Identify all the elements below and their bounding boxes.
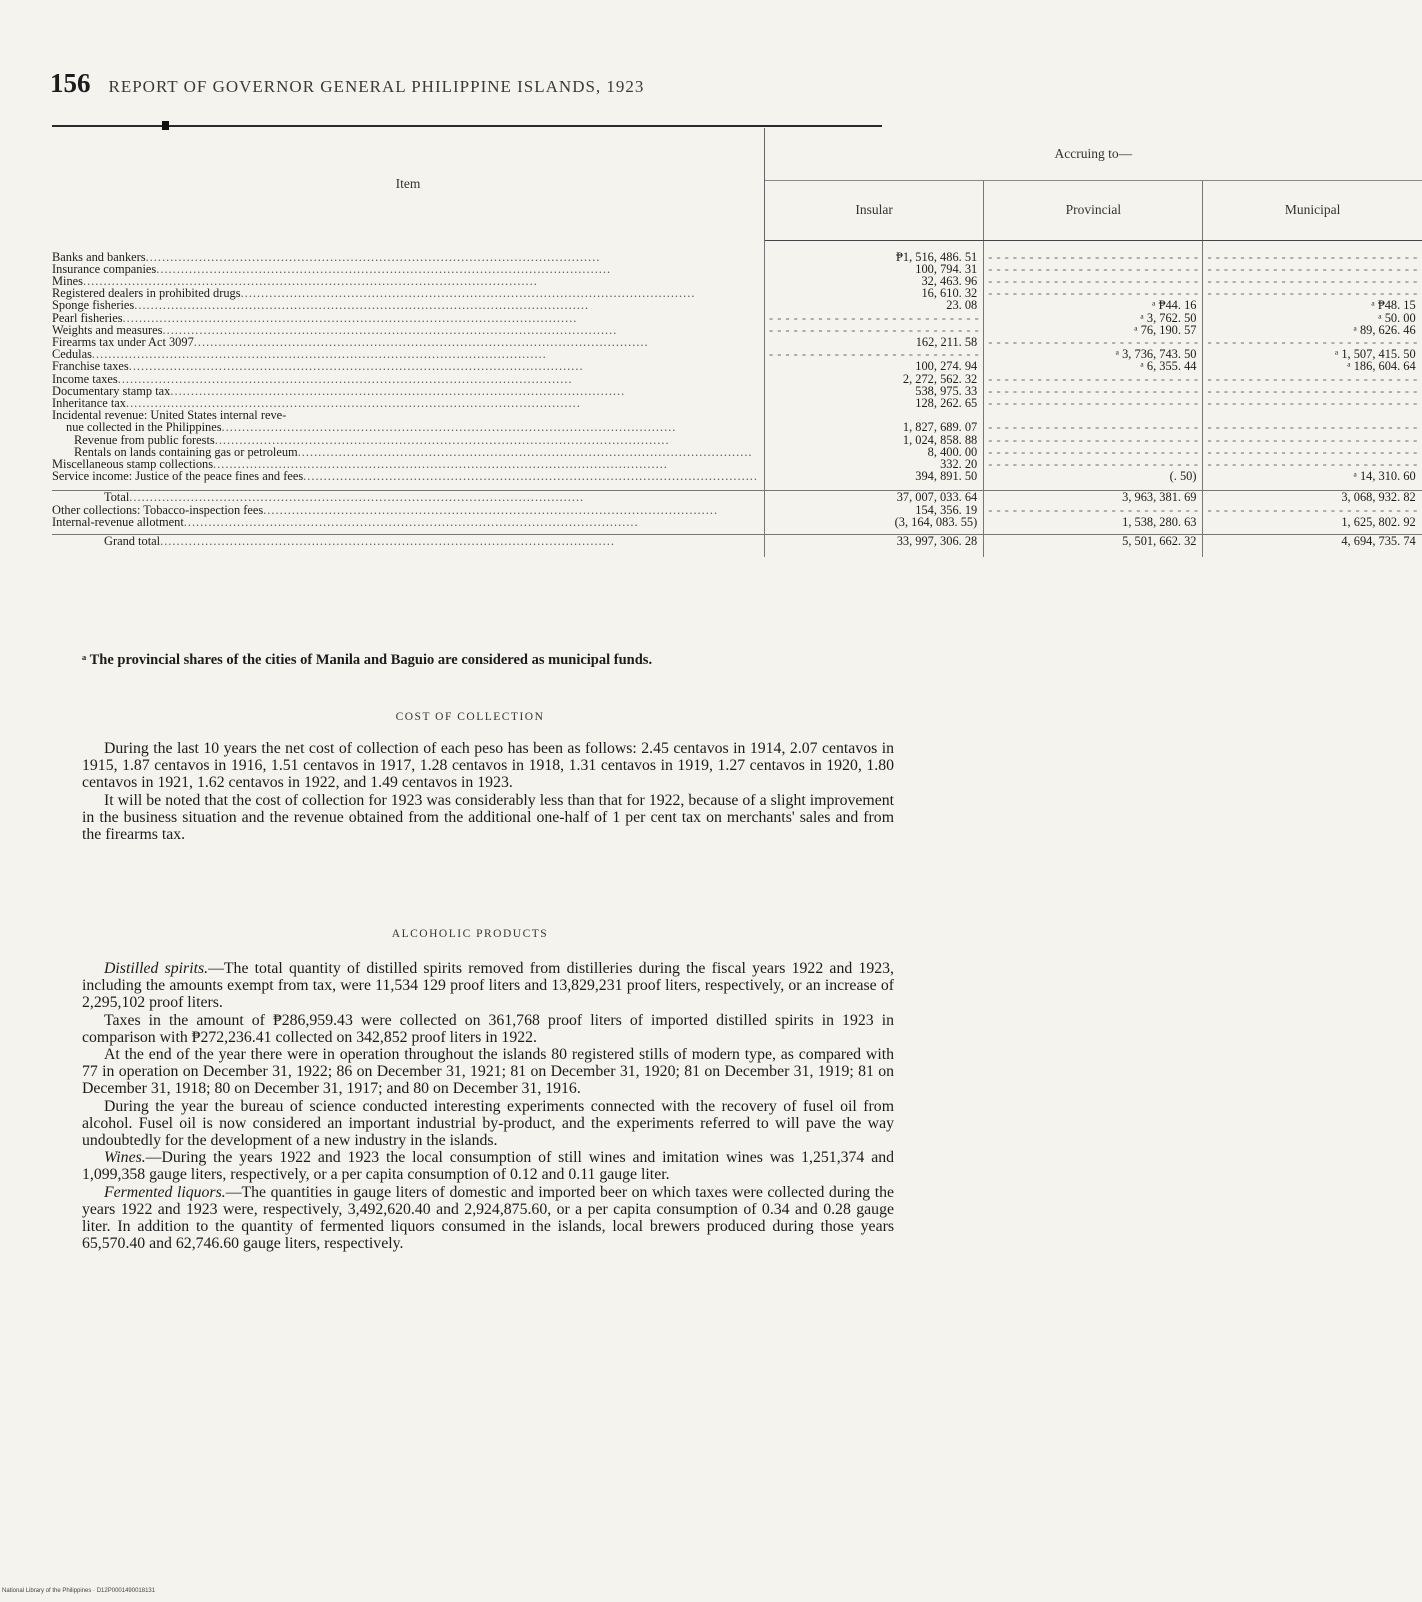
- item-label: Revenue from public forests: [74, 432, 215, 447]
- municipal-value: [1203, 397, 1422, 409]
- provincial-value: ᵃ 3, 762. 50: [984, 312, 1203, 324]
- column-header-municipal: Municipal: [1203, 181, 1422, 241]
- insular-value: 32, 463. 96: [765, 275, 984, 287]
- section-title-alcohol: ALCOHOLIC PRODUCTS: [391, 928, 549, 940]
- item-label: Service income: Justice of the peace fines and fees: [52, 469, 304, 484]
- insular-value: 100, 274. 94: [765, 360, 984, 372]
- provincial-value: [984, 504, 1203, 516]
- insular-value: 154, 356. 19: [765, 504, 984, 516]
- insular-value: 1, 827, 689. 07: [765, 421, 984, 433]
- provincial-value: ᵃ ₱44. 16: [984, 299, 1203, 311]
- item-label: Banks and bankers: [52, 249, 146, 264]
- table-totals: [52, 491, 1422, 535]
- section-title-cost: COST OF COLLECTION: [395, 711, 545, 723]
- provincial-value: [984, 397, 1203, 409]
- item-label: Cedulas: [52, 347, 92, 362]
- municipal-value: ᵃ 14, 310. 60: [1353, 469, 1416, 484]
- provincial-value: 1, 538, 280. 63: [984, 516, 1203, 528]
- revenue-table: [52, 128, 1422, 557]
- table-row: [52, 360, 1422, 372]
- item-label: Sponge fisheries: [52, 298, 135, 313]
- paragraph-text: —During the years 1922 and 1923 the local consumption of still wines and imitation wines was 1,251,374 and 1,099,358 gauge liters, respectively, or a per capita consumption of 0.12 and 0.11 gauge liter.: [82, 1149, 894, 1184]
- municipal-value: 1, 625, 802. 92: [1341, 514, 1416, 529]
- dot-leader: [129, 360, 758, 372]
- column-header-item: Item: [52, 128, 765, 241]
- municipal-value: [1203, 373, 1422, 385]
- item-cell: [52, 312, 765, 324]
- paragraph-lead: Fermented liquors.: [104, 1183, 226, 1201]
- item-label: Franchise taxes: [52, 359, 129, 374]
- dot-leader: [215, 434, 758, 446]
- municipal-value: ᵃ 1, 507, 415. 50: [1334, 347, 1416, 362]
- item-cell: [52, 470, 765, 482]
- paragraph: During the year the bureau of science conducted interesting experiments connected with the recovery of fusel oil from alcohol. Fusel oil is now considered an important industrial by-product, and the experiments referred to will pave the way undoubtedly for the development of a new industry in the islands.: [82, 1097, 894, 1150]
- table-row: [52, 470, 1422, 482]
- municipal-value: ᵃ ₱48. 15: [1371, 298, 1416, 313]
- paragraph: [82, 1184, 894, 1253]
- insular-value: (3, 164, 083. 55): [765, 516, 984, 528]
- provincial-value: [984, 421, 1203, 433]
- provincial-value: ᵃ 3, 736, 743. 50: [984, 348, 1203, 360]
- paragraph: It will be noted that the cost of collection for 1923 was considerably less than that for 1922, because of a slight improvement in the business situation and the revenue obtained from the additional one-half of 1 per cent tax on merchants' sales and from the firearms tax.: [82, 791, 894, 844]
- paragraph: At the end of the year there were in operation throughout the islands 80 registered stills of modern type, as compared with 77 in operation on December 31, 1922; 86 on December 31, 1921; 81 on December 31, 1920; 81 on December 31, 1919; 81 on December 31, 1918; 80 on December 31, 1917; and 80 on December 31, 1916.: [82, 1046, 894, 1098]
- table-row: [52, 299, 1422, 311]
- item-label: Documentary stamp tax: [52, 383, 171, 398]
- insular-value: 2, 272, 562. 32: [765, 373, 984, 385]
- table-row: [52, 516, 1422, 528]
- insular-value: [765, 312, 984, 324]
- item-label: Income taxes: [52, 371, 118, 386]
- insular-value: 16, 610. 32: [765, 287, 984, 299]
- page-header: [50, 68, 890, 99]
- item-label: Incidental revenue: United States internal reve-: [52, 408, 287, 423]
- paragraph-lead: Distilled spirits.: [104, 960, 209, 977]
- dot-leader: [222, 421, 758, 433]
- provincial-value: [984, 251, 1203, 263]
- provincial-value: ᵃ 6, 355. 44: [984, 360, 1203, 372]
- table-row: [52, 504, 1422, 516]
- item-cell: [52, 251, 765, 263]
- municipal-value: 4, 694, 735. 74: [1203, 534, 1422, 547]
- header-rule: [52, 125, 882, 127]
- paragraph-text: —The quantities in gauge liters of domestic and imported beer on which taxes were collected during the years 1922 and 1923 were, respectively, 3,492,620.40 and 2,924,875.60, or a per capita consumption of 0.34 and 0.28 gauge liter. In addition to the quantity of fermented liquors consumed in the islands, local brewers produced during those years 65,570.40 and 62,746.60 gauge liters, respectively.: [82, 1183, 895, 1253]
- table-row: [52, 373, 1422, 385]
- dot-leader: [123, 312, 758, 324]
- insular-value: 1, 024, 858. 88: [765, 434, 984, 446]
- provincial-value: ᵃ 76, 190. 57: [984, 324, 1203, 336]
- insular-value: 37, 007, 033. 64: [765, 491, 984, 504]
- insular-value: 128, 262. 65: [765, 397, 984, 409]
- running-title: REPORT OF GOVERNOR GENERAL PHILIPPINE ISLANDS, 1923: [108, 77, 645, 96]
- table-row: [52, 312, 1422, 324]
- dot-leader: [118, 373, 758, 385]
- item-cell: [52, 504, 765, 516]
- cost-section-body: [82, 740, 894, 843]
- item-cell: [52, 516, 765, 528]
- municipal-value: ᵃ 186, 604. 64: [1347, 359, 1416, 374]
- municipal-value: ᵃ 89, 626. 46: [1353, 322, 1416, 337]
- item-label: Total: [104, 490, 130, 505]
- item-label: Weights and measures: [52, 322, 163, 337]
- dot-leader: [134, 299, 758, 311]
- dot-leader: [184, 516, 758, 528]
- paragraph: [82, 1149, 894, 1183]
- column-header-provincial: Provincial: [984, 181, 1203, 241]
- insular-value: ₱1, 516, 486. 51: [765, 251, 984, 263]
- item-label: Internal-revenue allotment: [52, 514, 184, 529]
- table-footnote: ᵃ The provincial shares of the cities of Manila and Baguio are considered as municipal funds.: [82, 652, 653, 668]
- column-header-accruing: Accruing to—: [765, 128, 1422, 181]
- paragraph: Taxes in the amount of ₱286,959.43 were collected on 361,768 proof liters of imported distilled spirits in 1923 in comparison with ₱272,236.41 collected on 342,852 proof liters in 1922.: [82, 1011, 894, 1046]
- provincial-value: [984, 373, 1203, 385]
- item-label: Pearl fisheries: [52, 310, 123, 325]
- item-label: Mines: [52, 273, 83, 288]
- municipal-value: [1203, 421, 1422, 433]
- paragraph: [82, 960, 894, 1012]
- insular-value: 162, 211. 58: [765, 336, 984, 348]
- item-cell: [52, 434, 765, 446]
- spacer-row: [52, 547, 1422, 557]
- provincial-value: 3, 963, 381. 69: [984, 491, 1203, 504]
- item-label: Other collections: Tobacco-inspection fees: [52, 502, 264, 517]
- table-grand-total: [52, 534, 1422, 557]
- insular-value: 394, 891. 50: [765, 470, 984, 482]
- paragraph: During the last 10 years the net cost of collection of each peso has been as follows: 2.45 centavos in 1914, 2.07 centavos in 1915, 1.87 centavos in 1916, 1.51 centavos in 1917, 1.28 centavos in 1918, 1.31 centavos in 1919, 1.27 centavos in 1920, 1.80 centavos in 1921, 1.62 centavos in 1922, and 1.49 centavos in 1923.: [82, 740, 894, 792]
- spacer-row: [52, 241, 1422, 251]
- dot-leader: [303, 470, 758, 482]
- dot-leader: [129, 491, 758, 503]
- municipal-value: 3, 068, 932. 82: [1203, 491, 1422, 504]
- item-label: Grand total: [104, 533, 161, 548]
- item-label: Inheritance tax: [52, 395, 126, 410]
- insular-value: 100, 794. 31: [765, 263, 984, 275]
- item-label: Miscellaneous stamp collections: [52, 456, 214, 471]
- insular-value: 538, 975. 33: [765, 385, 984, 397]
- paragraph-lead: Wines.: [104, 1149, 146, 1167]
- scan-imprint: National Library of the Philippines · D12P0001490018131: [2, 1588, 156, 1594]
- item-cell: [52, 534, 765, 547]
- item-label: Firearms tax under Act 3097: [52, 334, 194, 349]
- provincial-value: (. 50): [984, 470, 1203, 482]
- column-header-insular: Insular: [765, 181, 984, 241]
- table-row: [52, 491, 1422, 504]
- item-cell: [52, 360, 765, 372]
- provincial-value: 5, 501, 662. 32: [984, 534, 1203, 547]
- table-row: [52, 434, 1422, 446]
- table-body: [52, 241, 1422, 491]
- item-label: nue collected in the Philippines: [66, 420, 222, 435]
- item-label: Insurance companies: [52, 261, 157, 276]
- paragraph-text: —The total quantity of distilled spirits removed from distilleries during the fiscal years 1922 and 1923, including the amounts exempt from tax, were 11,534 129 proof liters and 13,829,231 proof liters, respectively, or an increase of 2,295,102 proof liters.: [82, 960, 894, 1012]
- provincial-value: [984, 434, 1203, 446]
- insular-value: 33, 997, 306. 28: [765, 534, 984, 547]
- municipal-value: [1203, 251, 1422, 263]
- item-label: Registered dealers in prohibited drugs: [52, 286, 241, 301]
- item-label: Rentals on lands containing gas or petroleum: [74, 444, 298, 459]
- item-cell: [52, 421, 765, 433]
- table-row: [52, 421, 1422, 433]
- dot-leader: [160, 535, 758, 547]
- item-cell: [52, 299, 765, 311]
- item-cell: [52, 491, 765, 504]
- alcohol-section-body: [82, 960, 894, 1252]
- municipal-value: [1203, 434, 1422, 446]
- page-number: 156: [50, 68, 91, 98]
- dot-leader: [263, 504, 758, 516]
- municipal-value: ᵃ 50. 00: [1378, 310, 1416, 325]
- dot-leader: [146, 251, 758, 263]
- insular-value: 23. 08: [765, 299, 984, 311]
- table-row: [52, 534, 1422, 547]
- insular-value: 8, 400. 00: [765, 446, 984, 458]
- municipal-value: [1203, 504, 1422, 516]
- table-row: [52, 251, 1422, 263]
- insular-value: 332. 20: [765, 458, 984, 470]
- item-cell: [52, 373, 765, 385]
